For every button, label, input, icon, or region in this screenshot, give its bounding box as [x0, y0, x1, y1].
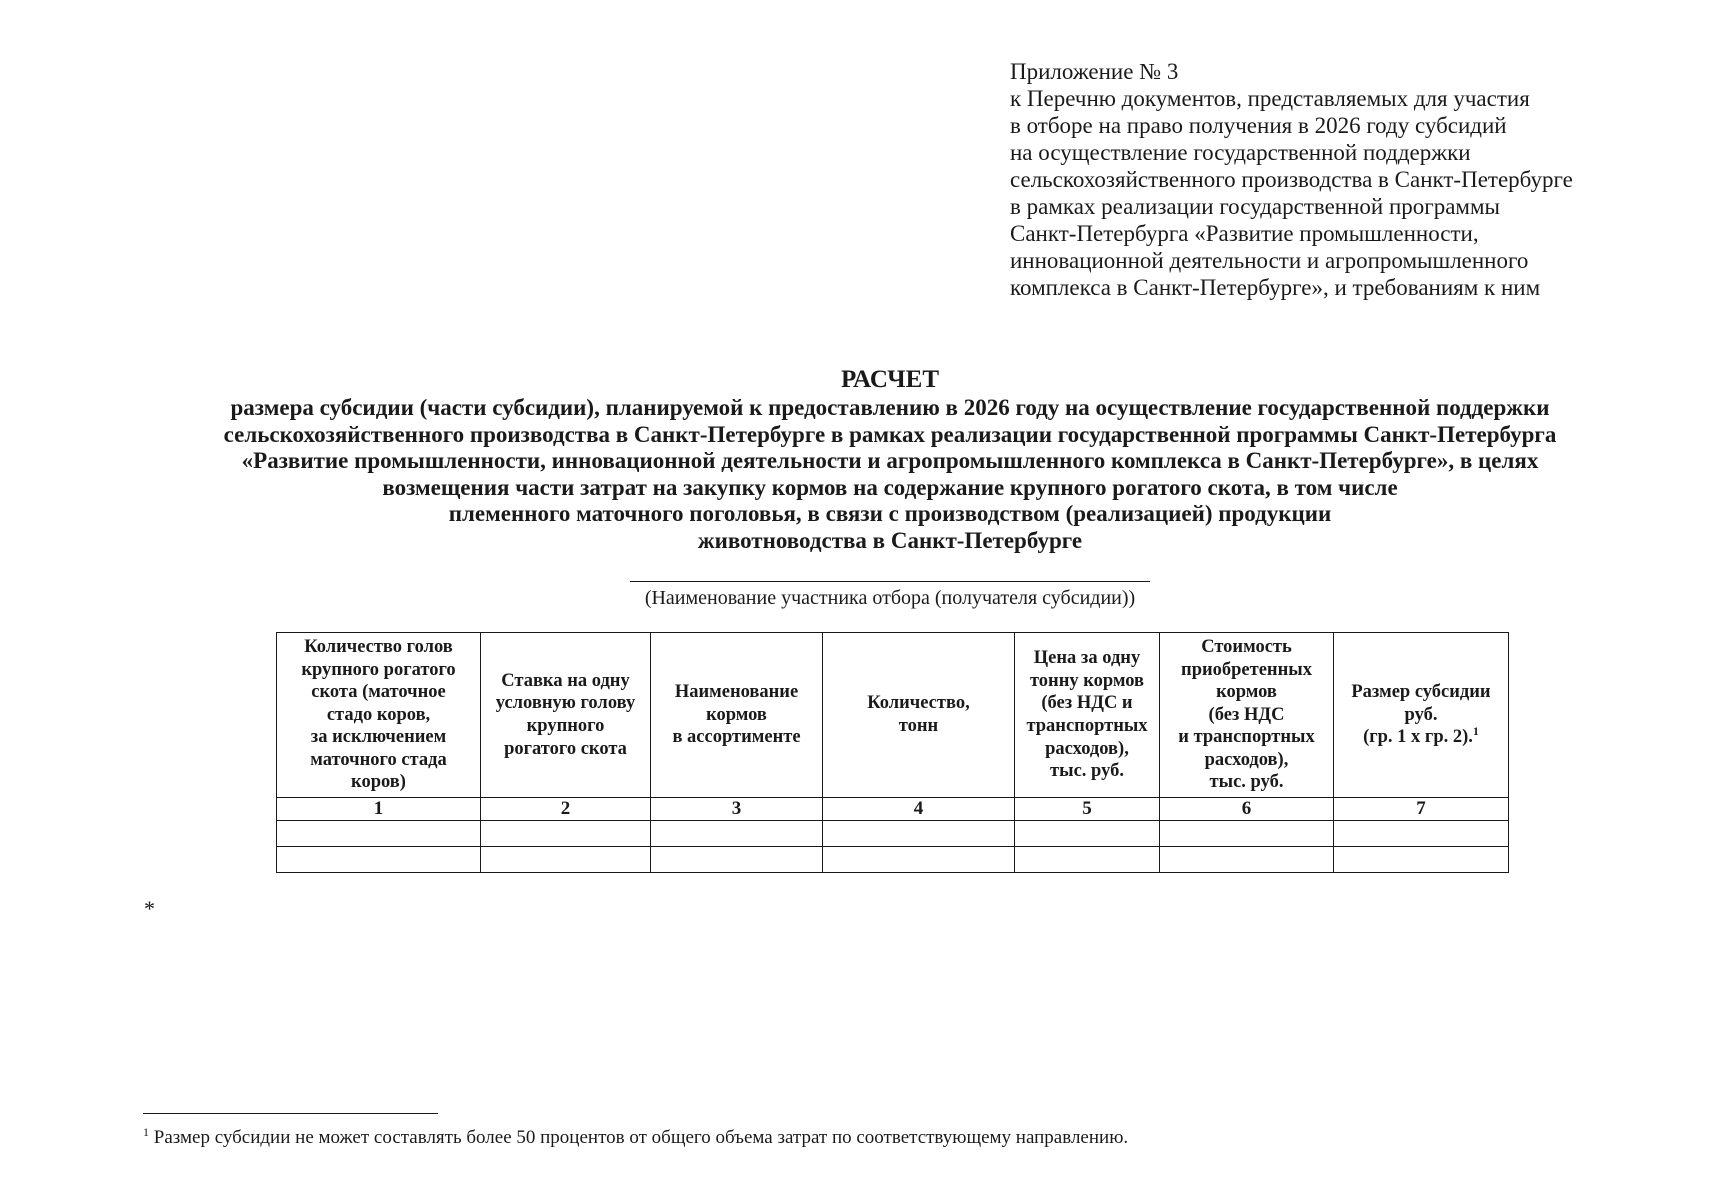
- appendix-line: в рамках реализации государственной программы: [1010, 194, 1500, 219]
- header-text: (гр. 1 x гр. 2).: [1363, 727, 1473, 748]
- table-header-row: [277, 633, 1509, 798]
- header-text: стадо коров,: [326, 704, 431, 725]
- column-number: 1: [277, 798, 481, 821]
- header-feed-name: [651, 633, 823, 798]
- title-line: «Развитие промышленности, инновационной деятельности и агропромышленного комплекса в Санкт-Петербурге», в целях: [241, 448, 1539, 474]
- header-text: Цена за одну: [1033, 648, 1141, 669]
- header-text: скота (маточное: [311, 682, 446, 703]
- empty-cell: [481, 821, 651, 847]
- empty-cell: [277, 847, 481, 873]
- header-text: Размер субсидии: [1351, 682, 1491, 703]
- appendix-line: инновационной деятельности и агропромышленного: [1010, 248, 1529, 273]
- header-text: приобретенных: [1181, 659, 1312, 680]
- header-text: Наименование: [674, 682, 799, 703]
- header-subsidy-amount: [1334, 633, 1509, 798]
- header-text: условную голову: [495, 693, 636, 714]
- footnote-mark: 1: [1472, 724, 1479, 739]
- header-text: расходов),: [1045, 738, 1129, 759]
- empty-cell: [277, 821, 481, 847]
- header-text: кормов: [706, 704, 767, 725]
- column-number: 2: [481, 798, 651, 821]
- header-text: крупного: [526, 716, 605, 736]
- header-text: рогатого скота: [504, 738, 627, 759]
- empty-cell: [651, 821, 823, 847]
- empty-cell: [1160, 847, 1334, 873]
- empty-cell: [1334, 847, 1509, 873]
- header-text: тыс. руб.: [1209, 772, 1284, 793]
- footnote-number: 1: [143, 1125, 149, 1139]
- appendix-line: на осуществление государственной поддержки: [1010, 140, 1471, 165]
- header-text: коров): [351, 772, 406, 793]
- header-text: Ставка на одну: [501, 670, 630, 691]
- appendix-line: в отборе на право получения в 2026 году субсидий: [1010, 113, 1507, 138]
- header-text: (без НДС и: [1041, 693, 1133, 714]
- header-text: в ассортименте: [672, 727, 801, 748]
- empty-cell: [1015, 821, 1160, 847]
- title-line: сельскохозяйственного производства в Санкт-Петербурге в рамках реализации государственной программы Санкт-Петербурга: [223, 421, 1557, 447]
- header-text: расходов),: [1204, 749, 1289, 770]
- header-text: маточного стада: [310, 749, 447, 770]
- footnote-text: Размер субсидии не может составлять более 50 процентов от общего объема затрат по соответствующему направлению.: [149, 1127, 1129, 1148]
- table-row: [277, 821, 1509, 847]
- column-number: 3: [651, 798, 823, 821]
- column-number: 6: [1160, 798, 1334, 821]
- column-number: 4: [823, 798, 1015, 821]
- header-quantity: [823, 633, 1015, 798]
- header-text: Количество,: [867, 693, 970, 714]
- empty-cell: [481, 847, 651, 873]
- header-text: тонну кормов: [1029, 670, 1145, 691]
- appendix-line: Санкт-Петербурга «Развитие промышленности,: [1010, 221, 1479, 246]
- header-text: тонн: [898, 716, 939, 736]
- header-text: крупного рогатого: [301, 659, 456, 680]
- header-text: за исключением: [310, 727, 447, 748]
- appendix-line: Приложение № 3: [1010, 59, 1179, 84]
- header-text: руб.: [1404, 704, 1438, 725]
- calculation-table: [276, 632, 1509, 873]
- footnote: [143, 1126, 1443, 1150]
- column-number-row: [277, 798, 1509, 821]
- empty-cell: [1015, 847, 1160, 873]
- participant-name-caption: (Наименование участника отбора (получателя субсидии)): [644, 587, 1136, 609]
- header-text: (без НДС: [1208, 704, 1285, 725]
- asterisk-mark: *: [144, 896, 155, 921]
- empty-cell: [1160, 821, 1334, 847]
- column-number: 7: [1334, 798, 1509, 821]
- header-head-count: [277, 633, 481, 798]
- title-line: размера субсидии (части субсидии), планируемой к предоставлению в 2026 году на осуществление государственной поддержки: [230, 395, 1550, 420]
- title-line: племенного маточного поголовья, в связи с производством (реализацией) продукции: [448, 501, 1332, 527]
- header-text: и транспортных: [1178, 727, 1315, 748]
- header-text-with-footnote: [1334, 726, 1508, 749]
- empty-cell: [823, 847, 1015, 873]
- empty-cell: [823, 821, 1015, 847]
- appendix-header: [1010, 58, 1700, 301]
- header-price: [1015, 633, 1160, 798]
- header-text: Количество голов: [304, 636, 453, 657]
- header-text: кормов: [1216, 682, 1277, 703]
- appendix-line: к Перечню документов, представляемых для участия: [1010, 86, 1530, 111]
- empty-cell: [651, 847, 823, 873]
- appendix-line: комплекса в Санкт-Петербурге», и требованиям к ним: [1010, 275, 1541, 300]
- title-line: животноводства в Санкт-Петербурге: [697, 527, 1083, 553]
- header-text: тыс. руб.: [1050, 761, 1124, 782]
- header-text: транспортных: [1026, 716, 1148, 736]
- column-number: 5: [1015, 798, 1160, 821]
- empty-cell: [1334, 821, 1509, 847]
- header-cost: [1160, 633, 1334, 798]
- title-heading: РАСЧЕТ: [840, 366, 939, 393]
- footnote-separator: [143, 1113, 438, 1114]
- header-rate: [481, 633, 651, 798]
- header-text: Стоимость: [1201, 636, 1292, 657]
- table-row: [277, 847, 1509, 873]
- title-line: возмещения части затрат на закупку кормов на содержание крупного рогатого скота, в том числе: [382, 474, 1398, 500]
- participant-name-underline: [630, 581, 1150, 582]
- document-title: [120, 365, 1660, 555]
- appendix-line: сельскохозяйственного производства в Санкт-Петербурге: [1010, 167, 1573, 192]
